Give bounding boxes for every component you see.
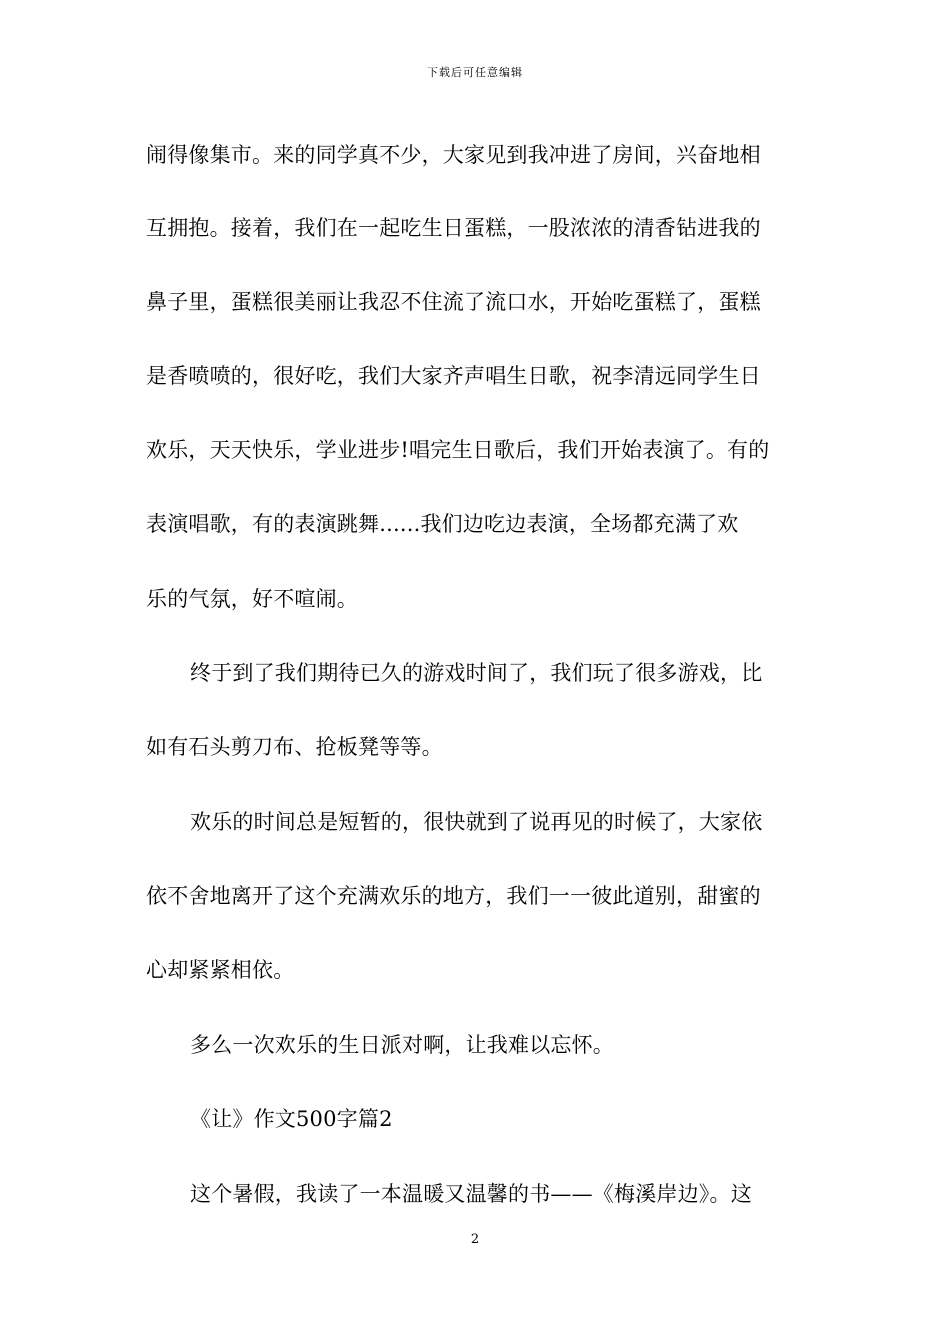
paragraph-first-line: 多么一次欢乐的生日派对啊，让我难以忘怀。 (190, 1033, 614, 1057)
text-line: 闹得像集市。来的同学真不少，大家见到我冲进了房间，兴奋地相 (146, 143, 761, 167)
text-line: 鼻子里，蛋糕很美丽让我忍不住流了流口水，开始吃蛋糕了，蛋糕 (146, 290, 761, 314)
text-line: 互拥抱。接着，我们在一起吃生日蛋糕，一股浓浓的清香钻进我的 (146, 216, 761, 240)
section-heading: 《让》作文500字篇2 (190, 1107, 393, 1131)
text-line: 欢乐，天天快乐，学业进步!唱完生日歌后，我们开始表演了。有的 (146, 438, 770, 462)
paragraph-first-line: 这个暑假，我读了一本温暖又温馨的书——《梅溪岸边》。这 (190, 1182, 752, 1206)
text-line: 依不舍地离开了这个充满欢乐的地方，我们一一彼此道别，甜蜜的 (146, 884, 761, 908)
text-line: 心却紧紧相依。 (146, 958, 295, 982)
paragraph-first-line: 终于到了我们期待已久的游戏时间了，我们玩了很多游戏，比 (190, 661, 763, 685)
text-line: 乐的气氛，好不喧闹。 (146, 587, 358, 611)
text-line: 如有石头剪刀布、抢板凳等等。 (146, 735, 443, 759)
page-number: 2 (470, 1232, 480, 1247)
page-header: 下载后可任意编辑 (427, 66, 523, 79)
paragraph-first-line: 欢乐的时间总是短暂的，很快就到了说再见的时候了，大家依 (190, 810, 763, 834)
text-line: 表演唱歌，有的表演跳舞......我们边吃边表演，全场都充满了欢 (146, 512, 739, 536)
text-line: 是香喷喷的，很好吃，我们大家齐声唱生日歌，祝李清远同学生日 (146, 364, 761, 388)
